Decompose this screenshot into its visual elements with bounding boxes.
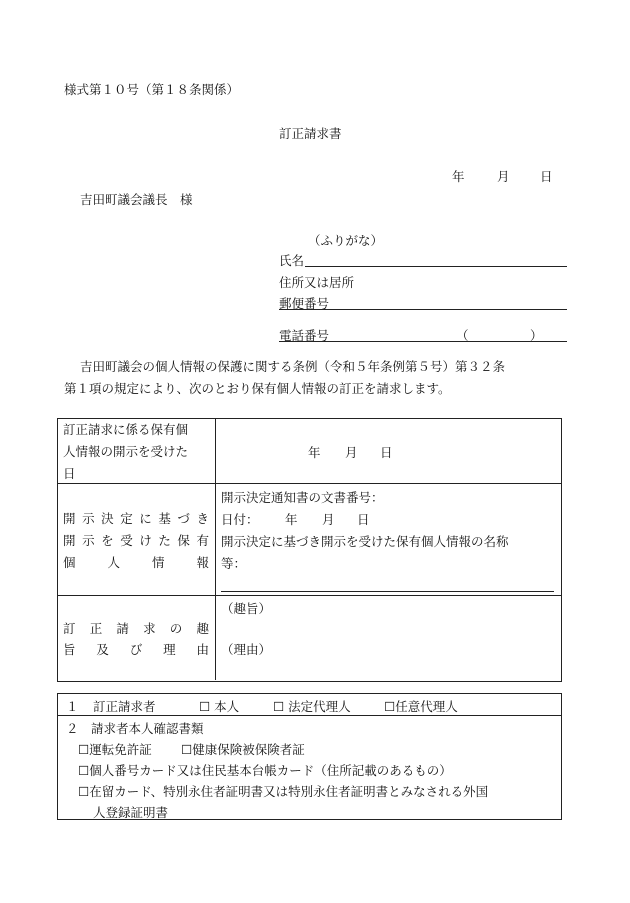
table-row-divider-2 bbox=[57, 595, 561, 596]
char: 理 bbox=[163, 642, 176, 657]
char: 請 bbox=[116, 621, 129, 636]
char: 求 bbox=[143, 621, 156, 636]
notice-date-year: 年 bbox=[285, 512, 298, 527]
checkbox-health-insurance[interactable]: ☐健康保険被保険者証 bbox=[181, 742, 305, 757]
section1-number: １ bbox=[66, 699, 79, 714]
row1-month: 月 bbox=[345, 445, 358, 460]
body-line-1: 吉田町議会の個人情報の保護に関する条例（令和５年条例第５号）第３２条 bbox=[80, 359, 506, 374]
info-name-label-cont: 等： bbox=[221, 556, 247, 571]
checkbox-drivers-license[interactable]: ☐運転免許証 bbox=[78, 742, 152, 757]
checkbox-voluntary-agent[interactable]: ☐任意代理人 bbox=[384, 699, 458, 714]
name-field[interactable] bbox=[305, 266, 567, 267]
table-column-divider bbox=[215, 418, 216, 680]
char: け bbox=[139, 533, 152, 548]
row1-label-line: 日 bbox=[63, 466, 76, 481]
char: 報 bbox=[196, 555, 209, 570]
row1-label-line: 訂正請求に係る保有個 bbox=[63, 422, 189, 437]
furigana-label: （ふりがな） bbox=[308, 233, 384, 248]
reason-label: （理由） bbox=[221, 642, 272, 657]
char: 開 bbox=[63, 533, 76, 548]
checkbox-residence-card[interactable]: ☐在留カード、特別永住者証明書又は特別永住者証明書とみなされる外国 bbox=[78, 784, 489, 799]
row1-year: 年 bbox=[308, 445, 321, 460]
row3-label-line-2 bbox=[63, 640, 209, 658]
row1-label-line: 人情報の開示を受けた bbox=[63, 444, 189, 459]
body-line-2: 第１項の規定により、次のとおり保有個人情報の訂正を請求します。 bbox=[64, 381, 451, 396]
addressee: 吉田町議会議長 様 bbox=[80, 192, 193, 207]
purpose-label: （趣旨） bbox=[221, 601, 272, 616]
bottom-table-divider bbox=[57, 715, 561, 716]
char: 有 bbox=[196, 533, 209, 548]
row1-day: 日 bbox=[380, 445, 393, 460]
row2-label-line-1 bbox=[63, 509, 209, 527]
char: 示 bbox=[82, 533, 95, 548]
checkbox-my-number-card[interactable]: ☐個人番号カード又は住民基本台帳カード（住所記載のあるもの） bbox=[78, 763, 452, 778]
residence-card-cont: 人登録証明書 bbox=[93, 805, 169, 820]
phone-paren-close: ） bbox=[530, 328, 543, 343]
char: き bbox=[196, 511, 209, 526]
phone-field[interactable] bbox=[279, 341, 567, 342]
char: 旨 bbox=[63, 642, 76, 657]
char: 人 bbox=[107, 555, 120, 570]
char: 趣 bbox=[196, 621, 209, 636]
char: 訂 bbox=[63, 621, 76, 636]
char: を bbox=[101, 533, 114, 548]
row3-label-line-1 bbox=[63, 619, 209, 637]
notice-date-day: 日 bbox=[357, 512, 370, 527]
phone-label: 電話番号 bbox=[279, 328, 330, 343]
section1-label: 訂正請求者 bbox=[93, 699, 156, 714]
char: 由 bbox=[196, 642, 209, 657]
doc-number-label: 開示決定通知書の文書番号： bbox=[221, 490, 384, 505]
checkbox-legal-agent[interactable]: ☐ 法定代理人 bbox=[273, 699, 351, 714]
date-year-label: 年 bbox=[452, 169, 465, 184]
char: 定 bbox=[120, 511, 133, 526]
date-month-label: 月 bbox=[497, 169, 510, 184]
char: び bbox=[129, 642, 143, 657]
address-label: 住所又は居所 bbox=[279, 275, 355, 290]
date-day-label: 日 bbox=[540, 169, 553, 184]
char: に bbox=[139, 511, 152, 526]
char: 開 bbox=[63, 511, 76, 526]
char: た bbox=[158, 533, 171, 548]
char: 正 bbox=[89, 621, 103, 636]
section2-header: ２ 請求者本人確認書類 bbox=[66, 721, 204, 736]
char: 示 bbox=[82, 511, 95, 526]
row2-label-line-3 bbox=[63, 553, 209, 571]
row1-label bbox=[63, 419, 188, 485]
char: 受 bbox=[120, 533, 133, 548]
page-title: 訂正請求書 bbox=[279, 126, 342, 141]
char: づ bbox=[177, 511, 190, 526]
char: 情 bbox=[151, 555, 165, 570]
name-label: 氏名 bbox=[279, 253, 305, 268]
info-name-label: 開示決定に基づき開示を受けた保有個人情報の名称 bbox=[221, 534, 509, 549]
form-number: 様式第１０号（第１８条関係） bbox=[64, 82, 240, 97]
postal-field[interactable] bbox=[279, 309, 567, 310]
char: 決 bbox=[101, 511, 114, 526]
char: の bbox=[169, 621, 183, 636]
char: 及 bbox=[96, 642, 109, 657]
char: 基 bbox=[158, 511, 171, 526]
postal-label: 郵便番号 bbox=[279, 296, 330, 311]
notice-date-label: 日付： bbox=[221, 512, 259, 527]
char: 個 bbox=[63, 555, 76, 570]
info-name-field[interactable] bbox=[221, 591, 554, 592]
phone-paren-open: （ bbox=[456, 328, 469, 343]
checkbox-self[interactable]: ☐ 本人 bbox=[199, 699, 240, 714]
notice-date-month: 月 bbox=[322, 512, 335, 527]
row2-label-line-2 bbox=[63, 531, 209, 549]
char: 保 bbox=[177, 533, 190, 548]
